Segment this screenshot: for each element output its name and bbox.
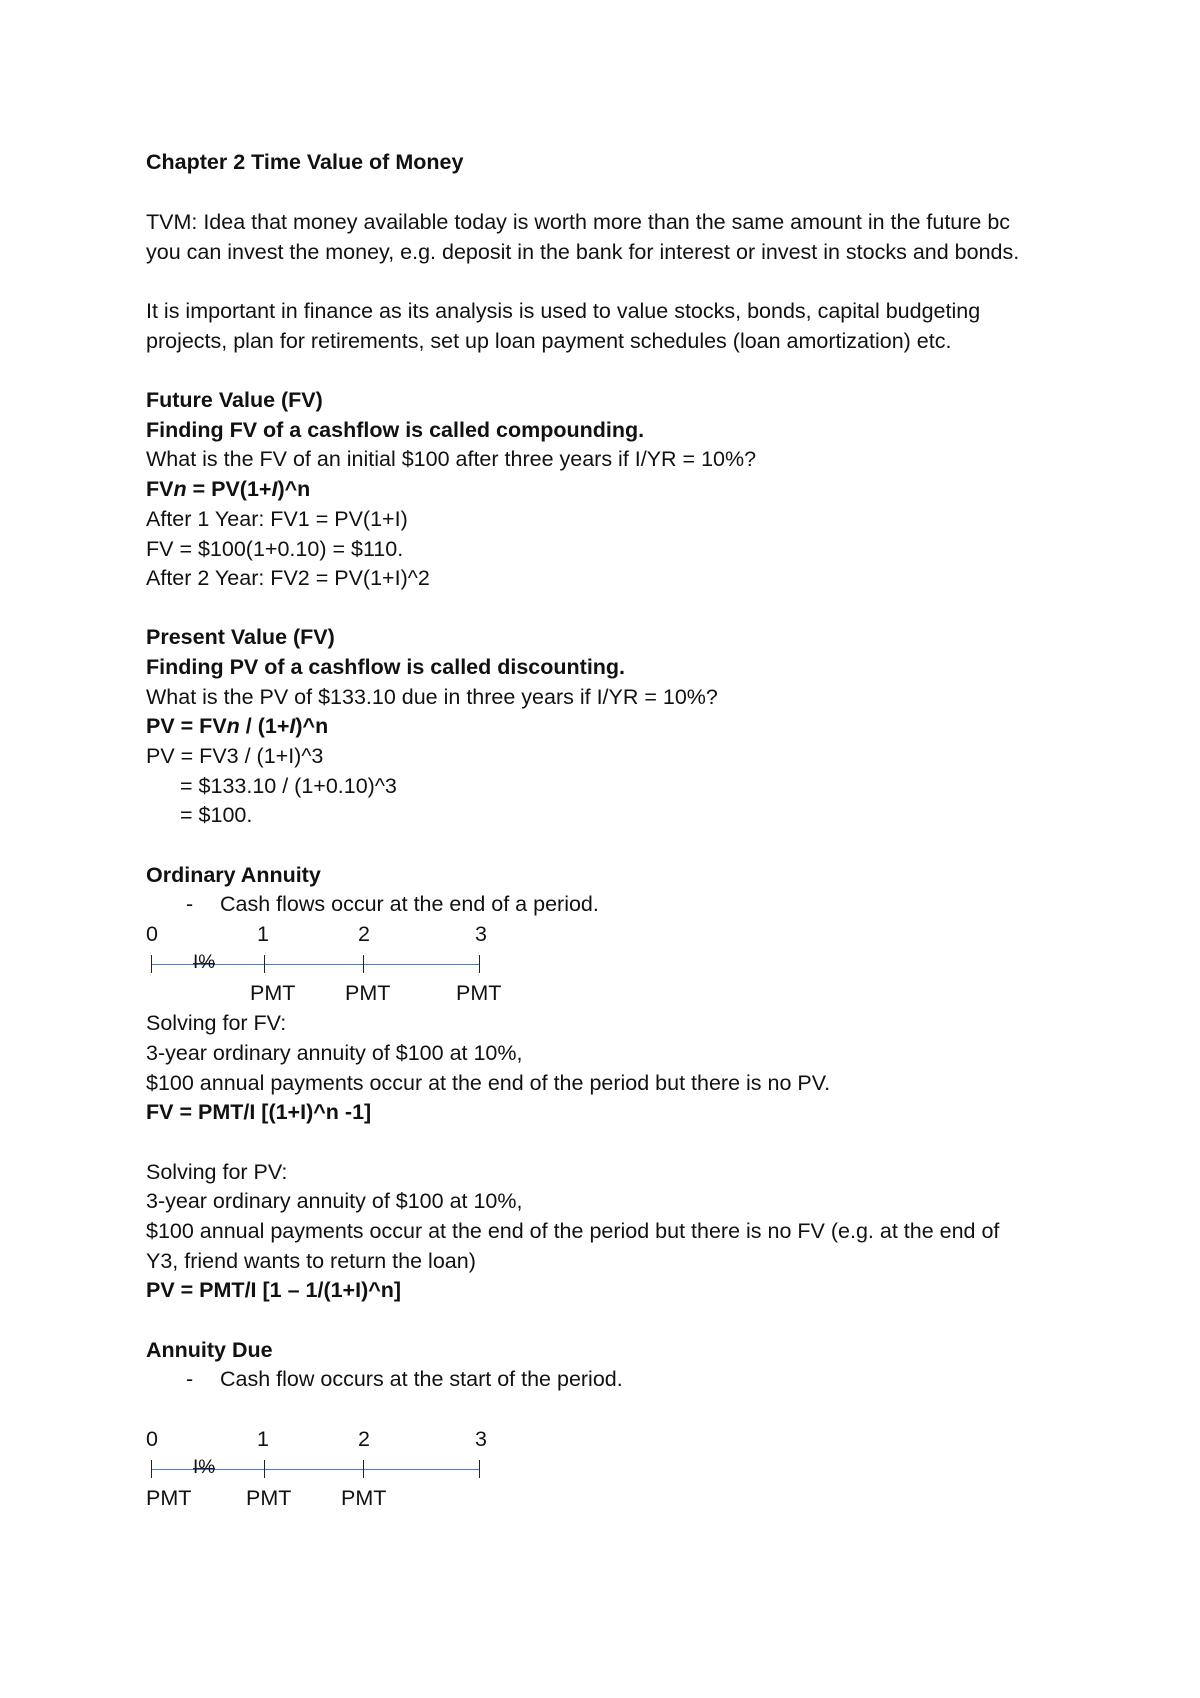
payment-label: PMT xyxy=(345,981,391,1005)
pv-formula-rate: I xyxy=(289,714,296,738)
pv-formula-part: / (1+ xyxy=(239,714,290,738)
pv-formula-part: )^n xyxy=(295,714,329,738)
annuity-pv-formula: PV = PMT/I [1 – 1/(1+I)^n] xyxy=(146,1278,402,1302)
ordinary-bullet-dash: - xyxy=(186,892,194,916)
interest-rate-label: I% xyxy=(193,952,216,973)
interest-rate-label: I% xyxy=(193,1457,216,1478)
timeline-tick xyxy=(479,955,480,973)
payment-label: PMT xyxy=(246,1486,292,1510)
pv-solve-line-2: $100 annual payments occur at the end of the period but there is no FV (e.g. at the end of xyxy=(146,1219,1000,1243)
ordinary-annuity-heading: Ordinary Annuity xyxy=(146,863,321,887)
payment-label: PMT xyxy=(341,1486,387,1510)
period-label: 3 xyxy=(475,1427,487,1451)
fv-after-1-year: After 1 Year: FV1 = PV(1+I) xyxy=(146,507,408,531)
fv-formula-part: = PV(1+ xyxy=(186,477,272,501)
fv-formula-subscript: n xyxy=(173,477,187,501)
pv-subheading: Finding PV of a cashflow is called discounting. xyxy=(146,655,626,679)
pv-formula xyxy=(146,713,328,739)
importance-line-1: It is important in finance as its analysis is used to value stocks, bonds, capital budgeting xyxy=(146,299,981,323)
ordinary-bullet: Cash flows occur at the end of a period. xyxy=(220,892,599,916)
fv-after-2-year: After 2 Year: FV2 = PV(1+I)^2 xyxy=(146,566,430,590)
fv-question: What is the FV of an initial $100 after three years if I/YR = 10%? xyxy=(146,447,757,471)
annuity-fv-formula: FV = PMT/I [(1+I)^n -1] xyxy=(146,1100,372,1124)
period-label: 1 xyxy=(257,1427,269,1451)
due-bullet: Cash flow occurs at the start of the period. xyxy=(220,1367,623,1391)
payment-label: PMT xyxy=(146,1486,192,1510)
timeline-tick xyxy=(151,1460,152,1478)
timeline-tick xyxy=(151,955,152,973)
timeline-tick xyxy=(363,955,364,973)
tvm-definition-line-2: you can invest the money, e.g. deposit in the bank for interest or invest in stocks and bonds. xyxy=(146,240,1020,264)
period-label: 2 xyxy=(358,1427,370,1451)
fv-formula xyxy=(146,476,310,502)
pv-step-3: = $100. xyxy=(180,803,253,827)
importance-line-2: projects, plan for retirements, set up loan payment schedules (loan amortization) etc. xyxy=(146,329,952,353)
pv-formula-subscript: n xyxy=(226,714,240,738)
timeline-tick xyxy=(264,955,265,973)
pv-solve-heading: Solving for PV: xyxy=(146,1160,288,1184)
fv-solve-line-1: 3-year ordinary annuity of $100 at 10%, xyxy=(146,1041,523,1065)
period-label: 0 xyxy=(146,922,158,946)
annuity-due-heading: Annuity Due xyxy=(146,1338,273,1362)
pv-solve-line-3: Y3, friend wants to return the loan) xyxy=(146,1249,476,1273)
tvm-definition-line-1: TVM: Idea that money available today is worth more than the same amount in the future bc xyxy=(146,210,1011,234)
period-label: 3 xyxy=(475,922,487,946)
fv-solve-heading: Solving for FV: xyxy=(146,1011,287,1035)
payment-label: PMT xyxy=(250,981,296,1005)
pv-heading: Present Value (FV) xyxy=(146,625,335,649)
fv-calc-1: FV = $100(1+0.10) = $110. xyxy=(146,537,404,561)
fv-formula-rate: I xyxy=(271,477,278,501)
period-label: 2 xyxy=(358,922,370,946)
due-bullet-dash: - xyxy=(186,1367,194,1391)
period-label: 1 xyxy=(257,922,269,946)
pv-question: What is the PV of $133.10 due in three years if I/YR = 10%? xyxy=(146,685,718,709)
fv-heading: Future Value (FV) xyxy=(146,388,323,412)
timeline-tick xyxy=(479,1460,480,1478)
pv-step-1: PV = FV3 / (1+I)^3 xyxy=(146,744,324,768)
pv-solve-line-1: 3-year ordinary annuity of $100 at 10%, xyxy=(146,1189,523,1213)
period-label: 0 xyxy=(146,1427,158,1451)
pv-formula-part: PV = FV xyxy=(146,714,227,738)
timeline-tick xyxy=(363,1460,364,1478)
pv-step-2: = $133.10 / (1+0.10)^3 xyxy=(180,774,397,798)
fv-solve-line-2: $100 annual payments occur at the end of the period but there is no PV. xyxy=(146,1071,831,1095)
payment-label: PMT xyxy=(456,981,502,1005)
fv-subheading: Finding FV of a cashflow is called compounding. xyxy=(146,418,645,442)
timeline-tick xyxy=(264,1460,265,1478)
fv-formula-part: FV xyxy=(146,477,174,501)
fv-formula-part: )^n xyxy=(277,477,311,501)
page-title: Chapter 2 Time Value of Money xyxy=(146,150,464,174)
